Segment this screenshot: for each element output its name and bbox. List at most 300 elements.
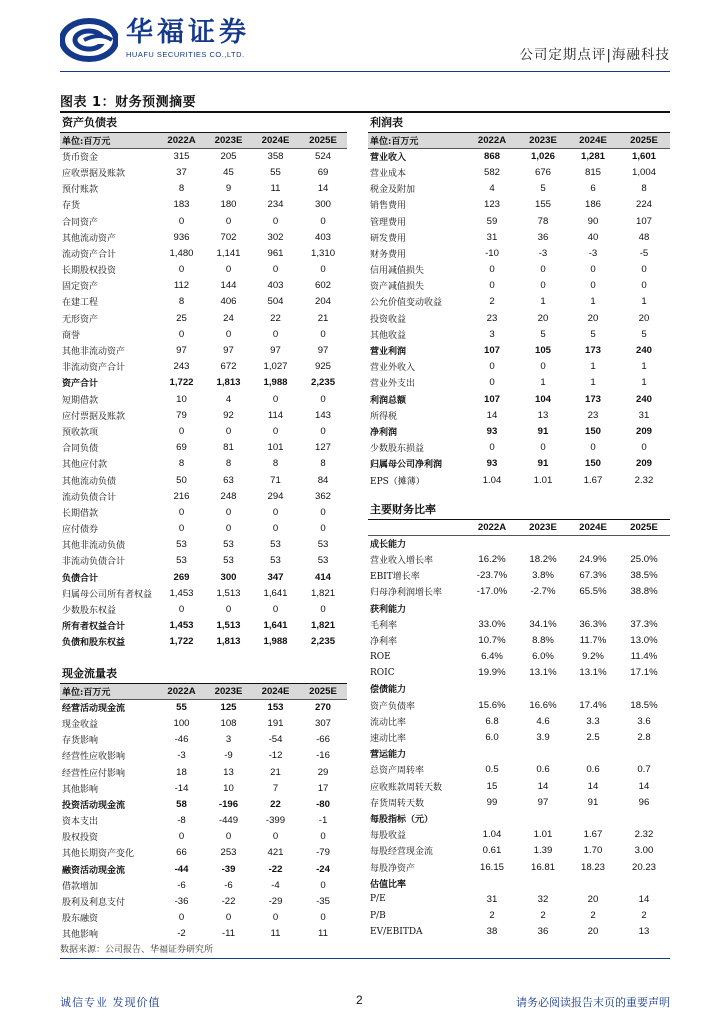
- cell-value: 153: [267, 702, 284, 714]
- cell-value: 48: [638, 231, 650, 243]
- cell-value: 1,453: [169, 620, 194, 632]
- row-label: 商誉: [62, 330, 81, 341]
- cell-value: 24.9%: [579, 553, 607, 565]
- cell-value: 0: [320, 264, 326, 276]
- cell-value: 5: [590, 328, 596, 340]
- row-label: 存货周转天数: [370, 798, 425, 809]
- row-label: 营业外收入: [370, 363, 416, 374]
- cell-value: 8: [178, 458, 185, 470]
- cell-value: [466, 681, 518, 697]
- cell-value: -36: [174, 896, 189, 908]
- cell-value: 3: [225, 734, 232, 746]
- cell-value: 123: [483, 199, 500, 211]
- cell-value: 23: [587, 409, 599, 421]
- cell-value: 97: [537, 796, 549, 808]
- brand-logo: [60, 18, 250, 62]
- cell-value: 14: [638, 780, 650, 792]
- cell-value: 13.1%: [579, 667, 607, 679]
- source-note: 数据来源：公司报告、华福证券研究所: [60, 945, 214, 955]
- cell-value: 67.3%: [579, 570, 607, 582]
- cell-value: 1.04: [482, 474, 502, 486]
- row-label: 所有者权益合计: [62, 622, 126, 633]
- cell-value: 0: [272, 831, 279, 843]
- cell-value: 240: [635, 345, 652, 357]
- cell-value: 2.5: [586, 732, 600, 744]
- cell-value: 0: [540, 442, 546, 454]
- cell-value: 16.15: [479, 861, 504, 873]
- year-column-header: 2025E: [299, 132, 347, 148]
- brand-name-cn: 华福证券: [126, 17, 250, 48]
- cell-value: 2: [641, 910, 647, 922]
- row-label: 其他影响: [62, 930, 99, 941]
- cell-value: 0: [178, 215, 185, 227]
- table-row: [60, 310, 347, 326]
- cell-value: 524: [315, 151, 332, 163]
- table-row: [368, 649, 670, 665]
- cell-value: 672: [220, 361, 237, 373]
- cell-value: -399: [265, 815, 286, 827]
- year-column-header: 2025E: [618, 132, 670, 148]
- cell-value: 347: [267, 571, 284, 583]
- table-row: [368, 746, 670, 762]
- cell-value: 53: [223, 539, 234, 551]
- cell-value: 1,641: [263, 620, 288, 632]
- row-label: 财务费用: [370, 249, 407, 260]
- cell-value: 0: [272, 328, 279, 340]
- cell-value: 3: [489, 328, 495, 340]
- table-row: [368, 632, 670, 648]
- row-label: 其他长期资产变化: [62, 849, 135, 860]
- table-row: [60, 813, 347, 829]
- row-label: 每股收益: [370, 831, 407, 842]
- cell-value: 107: [635, 215, 652, 227]
- cell-value: 1,722: [169, 636, 194, 648]
- cell-value: 1: [540, 377, 546, 389]
- row-label: 速动比率: [370, 734, 407, 745]
- cell-value: 6.4%: [481, 651, 503, 663]
- cell-value: 8: [225, 458, 232, 470]
- table-row: [368, 875, 670, 891]
- cell-value: 186: [584, 199, 601, 211]
- table-row: [368, 213, 670, 229]
- cell-value: 183: [173, 199, 190, 211]
- cell-value: 9.2%: [582, 651, 604, 663]
- unit-label: 单位:百万元: [368, 132, 466, 148]
- cell-value: 269: [173, 571, 190, 583]
- cell-value: [466, 810, 518, 826]
- footer-slogan: 诚信专业 发现价值: [60, 996, 161, 1009]
- table-row: [368, 472, 670, 488]
- cell-value: 91: [537, 458, 549, 470]
- cell-value: 107: [483, 345, 500, 357]
- table-row: [60, 829, 347, 845]
- cell-value: -14: [174, 782, 189, 794]
- row-label: ROE: [370, 651, 391, 662]
- cell-value: 13: [537, 409, 549, 421]
- cell-value: 21: [270, 766, 281, 778]
- row-label: 每股净资产: [370, 863, 416, 874]
- cell-value: 5: [641, 328, 647, 340]
- cell-value: 253: [220, 847, 237, 859]
- cell-value: 2.8: [637, 732, 651, 744]
- table-row: [368, 843, 670, 859]
- table-row: [368, 762, 670, 778]
- cell-value: -44: [174, 863, 189, 875]
- cell-value: 1,310: [311, 247, 336, 259]
- cell-value: 0: [178, 264, 185, 276]
- cash-flow-title: 现金流量表: [60, 664, 347, 683]
- cell-value: 0: [225, 264, 232, 276]
- cell-value: 8: [178, 183, 185, 195]
- row-label: 其他影响: [62, 784, 99, 795]
- table-row: [60, 504, 347, 520]
- cell-value: 38: [486, 926, 498, 938]
- cell-value: 38.8%: [630, 586, 658, 598]
- row-label: 在建工程: [62, 298, 99, 309]
- year-column-header: 2022A: [466, 519, 518, 535]
- cell-value: -29: [268, 896, 283, 908]
- cell-value: 20: [537, 312, 549, 324]
- row-label: 股权投资: [62, 833, 99, 844]
- table-row: [60, 780, 347, 796]
- cell-value: 1,988: [263, 377, 288, 389]
- financial-ratios-table: [368, 500, 670, 940]
- cell-value: 93: [486, 425, 498, 437]
- cell-value: 240: [635, 393, 652, 405]
- table-row: [60, 537, 347, 553]
- cell-value: 21: [317, 312, 329, 324]
- row-label: 管理费用: [370, 217, 407, 228]
- cell-value: 1,453: [169, 587, 194, 599]
- table-row: [368, 164, 670, 180]
- table-row: [60, 732, 347, 748]
- cell-value: 53: [317, 555, 329, 567]
- row-label: 无形资产: [62, 314, 99, 325]
- cell-value: 362: [315, 490, 332, 502]
- cell-value: 224: [635, 199, 652, 211]
- row-label: 营业收入: [370, 153, 407, 164]
- cell-value: 0: [320, 393, 326, 405]
- cell-value: 1: [590, 361, 596, 373]
- table-row: [368, 584, 670, 600]
- cell-value: 59: [486, 215, 498, 227]
- cell-value: 234: [267, 199, 284, 211]
- row-label: 经营性应付影响: [62, 768, 126, 779]
- cell-value: 37: [176, 166, 187, 178]
- cell-value: -80: [316, 798, 330, 810]
- table-row: [60, 488, 347, 504]
- cell-value: -22: [221, 896, 236, 908]
- table-row: [60, 861, 347, 877]
- row-label: 营业收入增长率: [370, 555, 434, 566]
- cell-value: 13: [223, 766, 234, 778]
- cell-value: 65.5%: [579, 586, 607, 598]
- table-row: [60, 359, 347, 375]
- cell-value: 204: [315, 296, 332, 308]
- cell-value: 53: [270, 539, 281, 551]
- cell-value: 0: [225, 831, 232, 843]
- cell-value: 1,513: [216, 620, 241, 632]
- table-row: [368, 713, 670, 729]
- table-header-row: [60, 132, 347, 148]
- cell-value: 40: [587, 231, 599, 243]
- table-row: [60, 521, 347, 537]
- cell-value: 6.8: [485, 715, 499, 727]
- cell-value: 0: [540, 361, 546, 373]
- row-label: 长期股权投资: [62, 266, 117, 277]
- cell-value: 1,813: [216, 636, 241, 648]
- cell-value: 3.8%: [532, 570, 554, 582]
- cell-value: 1,480: [169, 247, 194, 259]
- cell-value: 3.6: [637, 715, 651, 727]
- brand-name-en: HUAFU SECURITIES CO.,LTD.: [126, 50, 245, 59]
- cell-value: 104: [534, 393, 551, 405]
- cell-value: 406: [220, 296, 237, 308]
- table-row: [368, 600, 670, 616]
- cell-value: 0: [590, 280, 596, 292]
- cell-value: 0: [540, 280, 546, 292]
- cell-value: 20: [587, 926, 599, 938]
- year-column-header: 2024E: [252, 683, 299, 699]
- cell-value: 55: [270, 166, 281, 178]
- cell-value: 8: [178, 296, 185, 308]
- table-row: [368, 568, 670, 584]
- cell-value: 2: [489, 296, 495, 308]
- cell-value: 0: [641, 264, 647, 276]
- table-row: [60, 764, 347, 780]
- cell-value: 0.7: [637, 764, 651, 776]
- cell-value: 14: [638, 893, 650, 905]
- cell-value: 38.5%: [630, 570, 658, 582]
- cell-value: 1.67: [583, 474, 603, 486]
- row-label: P/B: [370, 910, 386, 921]
- row-label: 资产减值损失: [370, 282, 425, 293]
- year-column-header: 2025E: [299, 683, 347, 699]
- row-label: 长期借款: [62, 508, 99, 519]
- table-row: [60, 440, 347, 456]
- table-row: [368, 827, 670, 843]
- table-row: [368, 326, 670, 342]
- cell-value: 105: [534, 345, 551, 357]
- cell-value: 17: [317, 782, 329, 794]
- cell-value: -449: [218, 815, 239, 827]
- cell-value: 13.1%: [529, 667, 557, 679]
- cell-value: 8: [272, 458, 279, 470]
- cell-value: 414: [315, 571, 332, 583]
- cell-value: 29: [317, 766, 329, 778]
- cell-value: 18.2%: [529, 553, 557, 565]
- cell-value: 45: [223, 166, 234, 178]
- cell-value: 36: [537, 926, 549, 938]
- cell-value: 0: [320, 215, 326, 227]
- cell-value: 1,821: [311, 587, 336, 599]
- table-row: [60, 375, 347, 391]
- table-row: [60, 553, 347, 569]
- row-label: 估值比率: [370, 879, 407, 890]
- cell-value: 4: [489, 183, 495, 195]
- cell-value: 53: [317, 539, 329, 551]
- cell-value: 1,026: [530, 151, 555, 163]
- cell-value: 91: [587, 796, 599, 808]
- cell-value: [568, 600, 618, 616]
- table-row: [60, 294, 347, 310]
- cell-value: 315: [173, 151, 190, 163]
- cell-value: -12: [268, 750, 283, 762]
- cell-value: 2.32: [634, 829, 654, 841]
- cell-value: 91: [537, 425, 549, 437]
- table-row: [60, 181, 347, 197]
- cell-value: 14: [486, 409, 498, 421]
- row-label: 经营活动现金流: [62, 704, 126, 715]
- table-row: [60, 893, 347, 909]
- balance-sheet-title: 资产负债表: [60, 113, 347, 132]
- cell-value: 815: [584, 166, 601, 178]
- cell-value: 0: [272, 215, 279, 227]
- cell-value: 0: [178, 523, 185, 535]
- cell-value: 307: [315, 717, 332, 729]
- cell-value: 81: [223, 442, 234, 454]
- row-label: 销售费用: [370, 201, 407, 212]
- cell-value: 0: [590, 442, 596, 454]
- cell-value: 36.3%: [579, 618, 607, 630]
- cell-value: 99: [486, 796, 498, 808]
- cell-value: 15.6%: [478, 699, 506, 711]
- row-label: 成长能力: [370, 540, 407, 551]
- table-row: [60, 926, 347, 942]
- cell-value: 32: [537, 893, 549, 905]
- cell-value: 1.01: [533, 474, 553, 486]
- cell-value: -8: [177, 815, 186, 827]
- cell-value: 0: [320, 604, 326, 616]
- unit-label: [368, 519, 466, 535]
- cell-value: 2.32: [634, 474, 654, 486]
- cell-value: 96: [638, 796, 650, 808]
- cell-value: -2: [177, 928, 186, 940]
- cell-value: 97: [223, 345, 234, 357]
- cell-value: 0: [320, 912, 326, 924]
- cell-value: 11.4%: [630, 651, 658, 663]
- table-row: [60, 326, 347, 342]
- cell-value: -6: [224, 879, 233, 891]
- cell-value: 93: [486, 458, 498, 470]
- cell-value: 0: [178, 831, 185, 843]
- cell-value: 2: [540, 910, 546, 922]
- cell-value: 6.0%: [532, 651, 554, 663]
- cell-value: 6: [590, 183, 596, 195]
- cell-value: [618, 746, 670, 762]
- table-row: [60, 197, 347, 213]
- row-label: 归属母公司所有者权益: [62, 589, 153, 600]
- cell-value: 209: [635, 458, 652, 470]
- cell-value: [618, 681, 670, 697]
- row-label: 流动比率: [370, 717, 407, 728]
- table-row: [60, 278, 347, 294]
- cell-value: 1.70: [583, 845, 603, 857]
- cell-value: 0: [178, 604, 185, 616]
- cell-value: 90: [587, 215, 599, 227]
- cell-value: 8: [320, 458, 326, 470]
- cell-value: 1,004: [631, 166, 656, 178]
- footer-divider: [60, 958, 670, 959]
- cell-value: 0: [178, 425, 185, 437]
- row-label: EPS（摊薄）: [370, 476, 425, 487]
- row-label: 短期借款: [62, 395, 99, 406]
- row-label: 非流动资产合计: [62, 363, 126, 374]
- cell-value: 79: [176, 409, 187, 421]
- cell-value: [618, 810, 670, 826]
- cell-value: 37.3%: [630, 618, 658, 630]
- row-label: 所得税: [370, 411, 398, 422]
- row-label: 应收账款周转天数: [370, 782, 443, 793]
- cell-value: 1,988: [263, 636, 288, 648]
- cell-value: [568, 535, 618, 551]
- cell-value: 3.00: [634, 845, 654, 857]
- table-row: [368, 729, 670, 745]
- row-label: 税金及附加: [370, 185, 416, 196]
- row-label: 应付票据及账款: [62, 411, 126, 422]
- cell-value: [618, 875, 670, 891]
- cell-value: 0: [178, 506, 185, 518]
- cell-value: 97: [317, 345, 329, 357]
- cell-value: 421: [267, 847, 284, 859]
- cell-value: 248: [220, 490, 237, 502]
- cell-value: 20.23: [632, 861, 657, 873]
- row-label: EV/EBITDA: [370, 926, 423, 937]
- year-column-header: 2023E: [518, 519, 568, 535]
- row-label: 流动资产合计: [62, 249, 117, 260]
- unit-label: 单位:百万元: [60, 132, 158, 148]
- cell-value: 1: [590, 296, 596, 308]
- cell-value: 0: [320, 879, 326, 891]
- cell-value: -4: [271, 879, 280, 891]
- cell-value: 150: [584, 458, 601, 470]
- income-statement-title: 利润表: [368, 113, 670, 132]
- row-label: 信用减值损失: [370, 266, 425, 277]
- cell-value: -54: [268, 734, 283, 746]
- row-label: 借款增加: [62, 881, 99, 892]
- table-row: [368, 778, 670, 794]
- cell-value: 16.81: [530, 861, 555, 873]
- cell-value: 0: [272, 506, 279, 518]
- cell-value: 0.61: [482, 845, 502, 857]
- cell-value: 0: [320, 523, 326, 535]
- cell-value: -16: [316, 750, 330, 762]
- table-row: [368, 908, 670, 924]
- row-label: 流动负债合计: [62, 492, 117, 503]
- cell-value: 53: [176, 539, 187, 551]
- year-column-header: 2024E: [568, 519, 618, 535]
- brand-swirl-icon: [60, 18, 118, 62]
- cell-value: [518, 600, 568, 616]
- cell-value: -196: [218, 798, 239, 810]
- cell-value: [518, 746, 568, 762]
- table-row: [368, 891, 670, 907]
- cell-value: 25: [176, 312, 187, 324]
- cell-value: 15: [486, 780, 498, 792]
- cell-value: -3: [538, 247, 548, 259]
- cell-value: -46: [174, 734, 189, 746]
- cell-value: 18.5%: [630, 699, 658, 711]
- cell-value: 4: [225, 393, 232, 405]
- cell-value: 143: [315, 409, 332, 421]
- cell-value: 1,821: [311, 620, 336, 632]
- cell-value: 0: [272, 264, 279, 276]
- row-label: 其他流动负债: [62, 476, 117, 487]
- cell-value: -17.0%: [476, 586, 508, 598]
- row-label: 研发费用: [370, 233, 407, 244]
- row-label: 获利能力: [370, 604, 407, 615]
- cell-value: 3.9: [536, 732, 550, 744]
